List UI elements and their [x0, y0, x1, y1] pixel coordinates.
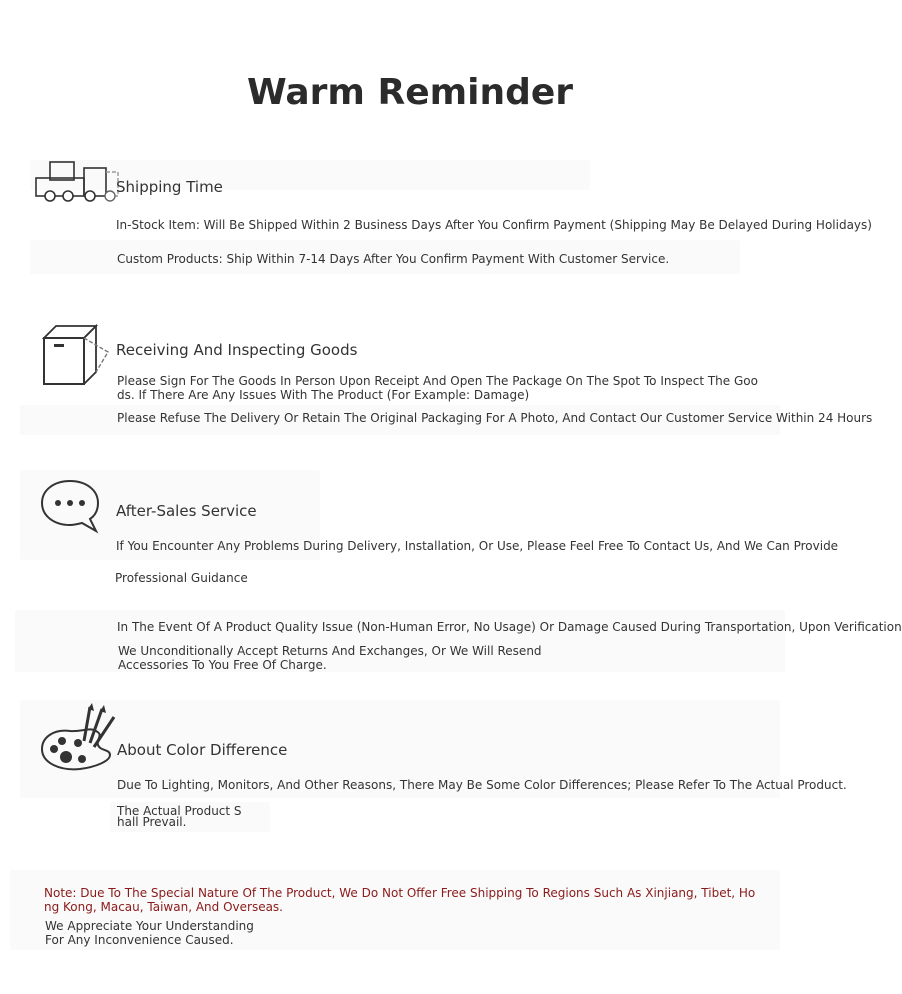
- receiving-title: Receiving And Inspecting Goods: [116, 341, 358, 359]
- receiving-line-1: Please Sign For The Goods In Person Upon Receipt And Open The Package On The Spot To Inspect The Goods. If There Are Any Issues With The Product (For Example: Damage): [117, 374, 758, 402]
- aftersales-line-2: Professional Guidance: [115, 571, 248, 585]
- box-icon: [42, 324, 112, 388]
- shipping-line-2: Custom Products: Ship Within 7-14 Days After You Confirm Payment With Customer Service.: [117, 252, 670, 266]
- shipping-line-1: In-Stock Item: Will Be Shipped Within 2 Business Days After You Confirm Payment (Shipping May Be Delayed During Holidays): [116, 218, 872, 232]
- color-title: About Color Difference: [117, 741, 288, 759]
- palette-icon: [40, 703, 118, 773]
- aftersales-line-1: If You Encounter Any Problems During Delivery, Installation, Or Use, Please Feel Free To Contact Us, And We Can Provide: [116, 539, 839, 553]
- note-red: Note: Due To The Special Nature Of The Product, We Do Not Offer Free Shipping To Regions Such As Xinjiang, Tibet, Hong Kong, Macau, Taiwan, And Overseas.: [44, 886, 756, 914]
- color-line-2: The Actual Product Shall Prevail.: [117, 804, 242, 829]
- shipping-title: Shipping Time: [116, 178, 223, 196]
- speech-bubble-icon: [40, 479, 102, 533]
- aftersales-line-3: In The Event Of A Product Quality Issue (Non-Human Error, No Usage) Or Damage Caused During Transportation, Upon Verification: [117, 620, 902, 634]
- page-title: Warm Reminder: [246, 72, 574, 113]
- color-line-1: Due To Lighting, Monitors, And Other Reasons, There May Be Some Color Differences; Please Refer To The Actual Product.: [117, 778, 847, 792]
- receiving-line-2: Please Refuse The Delivery Or Retain The Original Packaging For A Photo, And Contact Our Customer Service Within 24 Hours: [117, 411, 873, 425]
- aftersales-title: After-Sales Service: [116, 502, 257, 520]
- note-black: We Appreciate Your Understanding For Any Inconvenience Caused.: [45, 919, 254, 947]
- truck-icon: [34, 160, 124, 206]
- aftersales-line-4: We Unconditionally Accept Returns And Exchanges, Or We Will Resend Accessories To You Free Of Charge.: [118, 644, 542, 672]
